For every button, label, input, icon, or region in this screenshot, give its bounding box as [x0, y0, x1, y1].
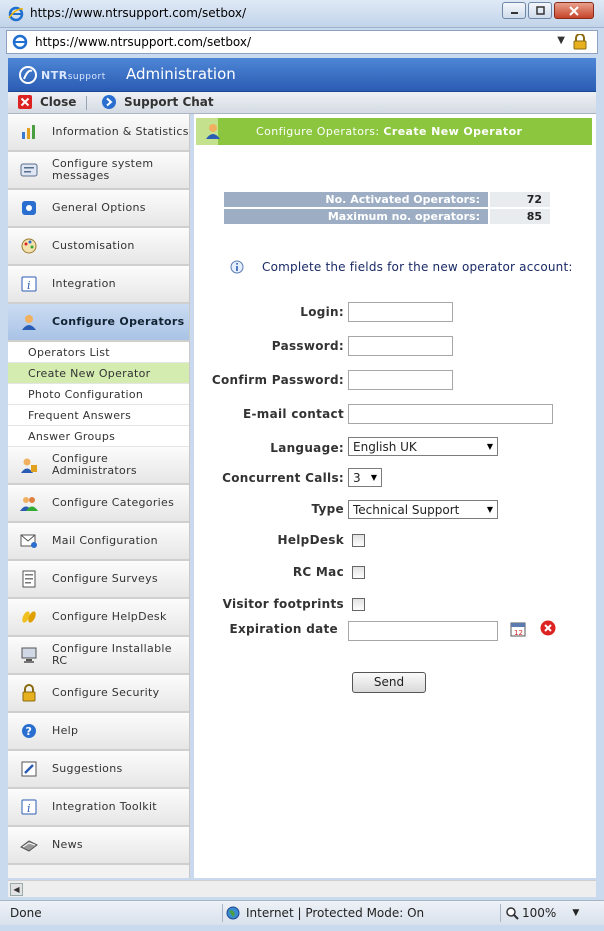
globe-icon	[226, 906, 240, 920]
visitor-footprints-label: Visitor footprints	[222, 597, 344, 611]
pencil-icon	[20, 760, 38, 778]
svg-text:i: i	[27, 802, 31, 815]
address-dropdown-icon[interactable]: ▼	[557, 35, 565, 46]
window-titlebar	[0, 0, 604, 28]
sidebar-item-configure-categories[interactable]: Configure Categories	[8, 485, 189, 523]
page-icon	[12, 34, 28, 50]
sidebar-item-general-options[interactable]: General Options	[8, 190, 189, 228]
send-button[interactable]: Send	[352, 672, 426, 693]
sidebar-item-mail-configuration[interactable]: Mail Configuration	[8, 523, 189, 561]
main-content	[194, 114, 596, 878]
close-icon	[569, 6, 579, 16]
calendar-icon[interactable]	[510, 621, 526, 637]
options-icon	[20, 199, 38, 217]
clear-date-icon[interactable]	[540, 620, 556, 636]
security-zone[interactable]	[226, 906, 424, 920]
stat-label-activated: No. Activated Operators:	[224, 192, 488, 207]
login-input[interactable]	[348, 302, 453, 322]
sidebar-item-news[interactable]: News	[8, 827, 189, 865]
sidebar-item-information-statistics[interactable]: Information & Statistics	[8, 114, 189, 152]
type-value: Technical Support	[353, 502, 460, 517]
minimize-icon	[510, 6, 519, 15]
helpdesk-icon	[20, 608, 38, 626]
address-bar[interactable]	[6, 30, 598, 54]
logo-brand: NTR	[41, 68, 68, 82]
minimize-button[interactable]	[502, 2, 526, 19]
messages-icon	[20, 161, 38, 179]
stat-row	[224, 192, 550, 207]
info-text: Complete the fields for the new operator account:	[262, 260, 573, 274]
app-title: Administration	[126, 65, 236, 83]
section-header	[196, 118, 592, 145]
close-button[interactable]	[18, 95, 76, 109]
status-divider	[222, 904, 223, 922]
chevron-down-icon: ▼	[486, 505, 493, 514]
logo-suffix: support	[67, 71, 106, 82]
palette-icon	[20, 237, 38, 255]
window-close-button[interactable]	[554, 2, 594, 19]
rc-mac-checkbox[interactable]	[352, 566, 365, 579]
sidebar-item-configure-security[interactable]: Configure Security	[8, 675, 189, 713]
zone-text: Internet | Protected Mode: On	[246, 906, 425, 920]
type-select[interactable]	[348, 500, 498, 519]
zoom-value: 100%	[522, 906, 557, 920]
status-text: Done	[10, 906, 42, 920]
concurrent-calls-value: 3	[353, 470, 361, 485]
chart-icon	[20, 123, 38, 141]
padlock-icon[interactable]	[573, 34, 587, 50]
zoom-icon	[506, 907, 519, 920]
email-label: E-mail contact	[243, 407, 344, 421]
news-icon	[20, 836, 38, 854]
maximize-icon	[536, 6, 545, 15]
chevron-down-icon[interactable]: ▼	[572, 908, 580, 918]
svg-text:?: ?	[25, 725, 32, 738]
arrow-right-icon	[102, 95, 116, 109]
visitor-footprints-checkbox[interactable]	[352, 598, 365, 611]
info-doc-icon	[20, 275, 38, 293]
survey-icon	[20, 570, 38, 588]
password-input[interactable]	[348, 336, 453, 356]
login-label: Login:	[300, 305, 344, 319]
administrators-icon	[20, 456, 38, 474]
toolbar	[8, 92, 596, 114]
sidebar-item-configure-administrators[interactable]: Configure Administrators	[8, 447, 189, 485]
info-message	[230, 260, 573, 274]
sidebar	[8, 114, 190, 878]
ntr-logo-icon	[18, 65, 38, 85]
sidebar-item-suggestions[interactable]: Suggestions	[8, 751, 189, 789]
concurrent-calls-label: Concurrent Calls:	[222, 471, 344, 485]
operator-stats	[224, 192, 550, 226]
scroll-left-icon[interactable]: ◀	[10, 883, 23, 896]
ie-icon	[8, 6, 24, 22]
page-title-main: Create New Operator	[383, 125, 523, 138]
operator-icon	[20, 313, 38, 331]
url-text[interactable]: https://www.ntrsupport.com/setbox/	[35, 35, 252, 49]
window-title: https://www.ntrsupport.com/setbox/	[30, 6, 247, 20]
help-icon	[20, 722, 38, 740]
sidebar-item-configure-installable-rc[interactable]: Configure Installable RC	[8, 637, 189, 675]
email-input[interactable]	[348, 404, 553, 424]
sidebar-item-integration[interactable]: i Integration	[8, 266, 189, 304]
support-chat-button[interactable]	[102, 95, 214, 109]
operators-subnav	[8, 342, 189, 447]
sidebar-item-configure-surveys[interactable]: Configure Surveys	[8, 561, 189, 599]
confirm-password-input[interactable]	[348, 370, 453, 390]
computer-icon	[20, 646, 38, 664]
subnav-create-new-operator[interactable]: Create New Operator	[8, 363, 189, 384]
subnav-photo-configuration[interactable]: Photo Configuration	[8, 384, 189, 405]
helpdesk-label: HelpDesk	[277, 533, 344, 547]
lock-icon	[20, 684, 38, 702]
operator-header-icon	[204, 122, 222, 140]
zoom-control[interactable]	[506, 906, 579, 920]
stat-value-activated: 72	[490, 192, 550, 207]
status-divider	[500, 904, 501, 922]
maximize-button[interactable]	[528, 2, 552, 19]
sidebar-item-customisation[interactable]: Customisation	[8, 228, 189, 266]
language-select[interactable]	[348, 437, 498, 456]
support-chat-label: Support Chat	[124, 95, 214, 109]
subnav-operators-list[interactable]: Operators List	[8, 342, 189, 363]
rc-mac-label: RC Mac	[292, 565, 344, 579]
close-label: Close	[40, 95, 77, 109]
sidebar-item-configure-helpdesk[interactable]: Configure HelpDesk	[8, 599, 189, 637]
horizontal-scrollbar[interactable]	[8, 880, 596, 897]
sidebar-item-configure-operators[interactable]: Configure Operators	[8, 304, 189, 342]
page-title-prefix: Configure Operators:	[256, 125, 380, 138]
stat-value-maximum: 85	[490, 209, 550, 224]
info-icon	[230, 260, 244, 274]
stat-row	[224, 209, 550, 224]
page-title	[256, 125, 522, 138]
app-header	[8, 58, 596, 92]
expiration-date-label: Expiration date	[229, 622, 338, 636]
ntr-logo	[18, 65, 106, 85]
language-value: English UK	[353, 439, 417, 454]
svg-text:12: 12	[514, 629, 523, 637]
chevron-down-icon: ▼	[486, 442, 493, 451]
categories-icon	[20, 494, 38, 512]
toolbar-divider	[86, 96, 87, 110]
subnav-answer-groups[interactable]: Answer Groups	[8, 426, 189, 447]
helpdesk-checkbox[interactable]	[352, 534, 365, 547]
sidebar-item-integration-toolkit[interactable]: i Integration Toolkit	[8, 789, 189, 827]
sidebar-item-help[interactable]: ? Help	[8, 713, 189, 751]
toolkit-icon	[20, 798, 38, 816]
confirm-password-label: Confirm Password:	[211, 373, 344, 387]
language-label: Language:	[270, 441, 344, 455]
chevron-down-icon: ▼	[370, 473, 377, 482]
expiration-date-input[interactable]	[348, 621, 498, 641]
mail-icon	[20, 532, 38, 550]
subnav-frequent-answers[interactable]: Frequent Answers	[8, 405, 189, 426]
password-label: Password:	[271, 339, 344, 353]
svg-text:i: i	[27, 279, 31, 292]
stat-label-maximum: Maximum no. operators:	[224, 209, 488, 224]
close-x-icon	[18, 95, 32, 109]
status-bar	[0, 900, 604, 925]
type-label: Type	[311, 502, 344, 516]
concurrent-calls-select[interactable]	[348, 468, 382, 487]
sidebar-item-system-messages[interactable]: Configure system messages	[8, 152, 189, 190]
